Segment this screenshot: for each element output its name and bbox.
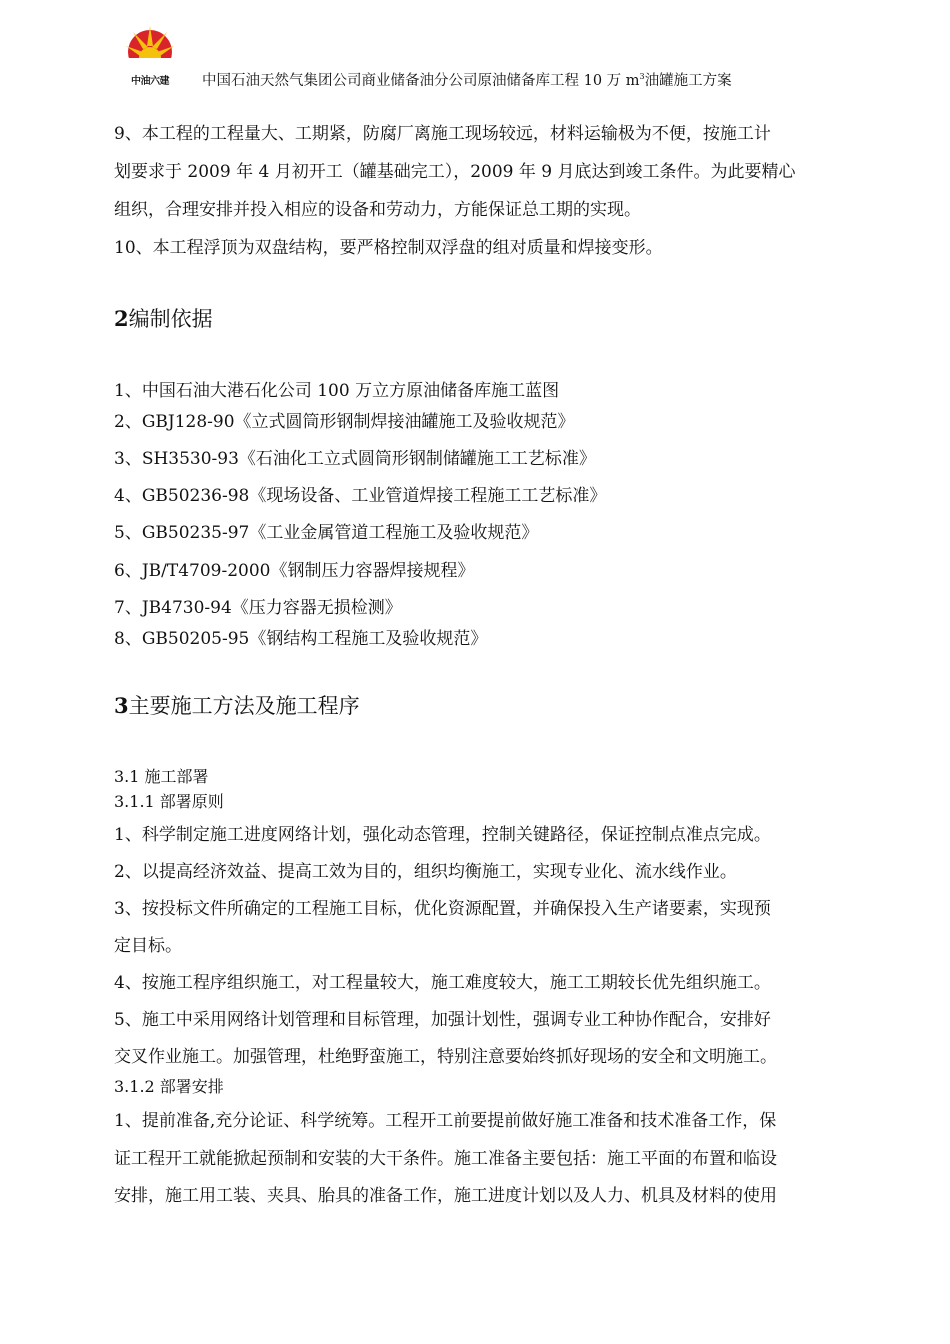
section-2-title: 编制依据 bbox=[128, 307, 213, 331]
subsection-3-1: 3.1 施工部署 bbox=[114, 767, 209, 786]
reference-item-3: 3、SH3530-93《石油化工立式圆筒形钢制储罐施工工艺标准》 bbox=[114, 449, 596, 469]
reference-item-1: 1、中国石油大港石化公司 100 万立方原油储备库施工蓝图 bbox=[114, 381, 560, 401]
reference-item-5: 5、GB50235-97《工业金属管道工程施工及验收规范》 bbox=[114, 523, 539, 543]
reference-item-2: 2、GBJ128-90《立式圆筒形钢制焊接油罐施工及验收规范》 bbox=[114, 412, 575, 432]
page-header bbox=[0, 0, 950, 100]
intro-line-1: 9、本工程的工程量大、工期紧，防腐厂离施工现场较远，材料运输极为不便，按施工计 bbox=[114, 124, 771, 144]
principle-line-4: 定目标。 bbox=[114, 936, 182, 956]
section-3-title: 主要施工方法及施工程序 bbox=[128, 694, 360, 718]
principle-line-6: 5、施工中采用网络计划管理和目标管理，加强计划性，强调专业工种协作配合，安排好 bbox=[114, 1010, 771, 1030]
arrangement-line-1: 1、提前准备,充分论证、科学统筹。工程开工前要提前做好施工准备和技术准备工作，保 bbox=[114, 1111, 777, 1131]
section-3-number: 3 bbox=[114, 693, 129, 718]
section-2-heading bbox=[114, 303, 213, 333]
arrangement-line-3: 安排，施工用工装、夹具、胎具的准备工作，施工进度计划以及人力、机具及材料的使用 bbox=[114, 1186, 777, 1206]
intro-line-2: 划要求于 2009 年 4 月初开工（罐基础完工），2009 年 9 月底达到竣工条件。为此要精心 bbox=[114, 162, 796, 182]
principle-line-2: 2、以提高经济效益、提高工效为目的，组织均衡施工，实现专业化、流水线作业。 bbox=[114, 862, 737, 882]
subsection-3-1-2: 3.1.2 部署安排 bbox=[114, 1077, 224, 1096]
logo-text: 中油六建 bbox=[131, 76, 169, 87]
subsection-3-1-1: 3.1.1 部署原则 bbox=[114, 792, 224, 811]
intro-line-4: 10、本工程浮顶为双盘结构，要严格控制双浮盘的组对质量和焊接变形。 bbox=[114, 238, 663, 258]
principle-line-5: 4、按施工程序组织施工，对工程量较大，施工难度较大，施工工期较长优先组织施工。 bbox=[114, 973, 771, 993]
reference-item-6: 6、JB/T4709-2000《钢制压力容器焊接规程》 bbox=[114, 561, 475, 581]
principle-line-3: 3、按投标文件所确定的工程施工目标，优化资源配置，并确保投入生产诸要素，实现预 bbox=[114, 899, 771, 919]
header-title-main: 中国石油天然气集团公司商业储备油分公司原油储备库工程 10 万 m bbox=[202, 73, 640, 89]
petrochina-logo-icon bbox=[122, 22, 178, 72]
intro-line-3: 组织，合理安排并投入相应的设备和劳动力，方能保证总工期的实现。 bbox=[114, 200, 641, 220]
reference-item-4: 4、GB50236-98《现场设备、工业管道焊接工程施工工艺标准》 bbox=[114, 486, 607, 506]
reference-item-7: 7、JB4730-94《压力容器无损检测》 bbox=[114, 598, 402, 618]
header-title bbox=[202, 69, 732, 90]
arrangement-line-2: 证工程开工就能掀起预制和安装的大干条件。施工准备主要包括：施工平面的布置和临设 bbox=[114, 1149, 777, 1169]
section-3-heading bbox=[114, 690, 360, 720]
header-title-superscript: 3 bbox=[639, 72, 645, 82]
reference-item-8: 8、GB50205-95《钢结构工程施工及验收规范》 bbox=[114, 629, 488, 649]
header-title-tail: 油罐施工方案 bbox=[644, 73, 732, 89]
section-2-number: 2 bbox=[114, 306, 129, 331]
principle-line-7: 交叉作业施工。加强管理，杜绝野蛮施工，特别注意要始终抓好现场的安全和文明施工。 bbox=[114, 1047, 777, 1067]
company-logo bbox=[122, 22, 178, 86]
principle-line-1: 1、科学制定施工进度网络计划，强化动态管理，控制关键路径，保证控制点准点完成。 bbox=[114, 825, 771, 845]
